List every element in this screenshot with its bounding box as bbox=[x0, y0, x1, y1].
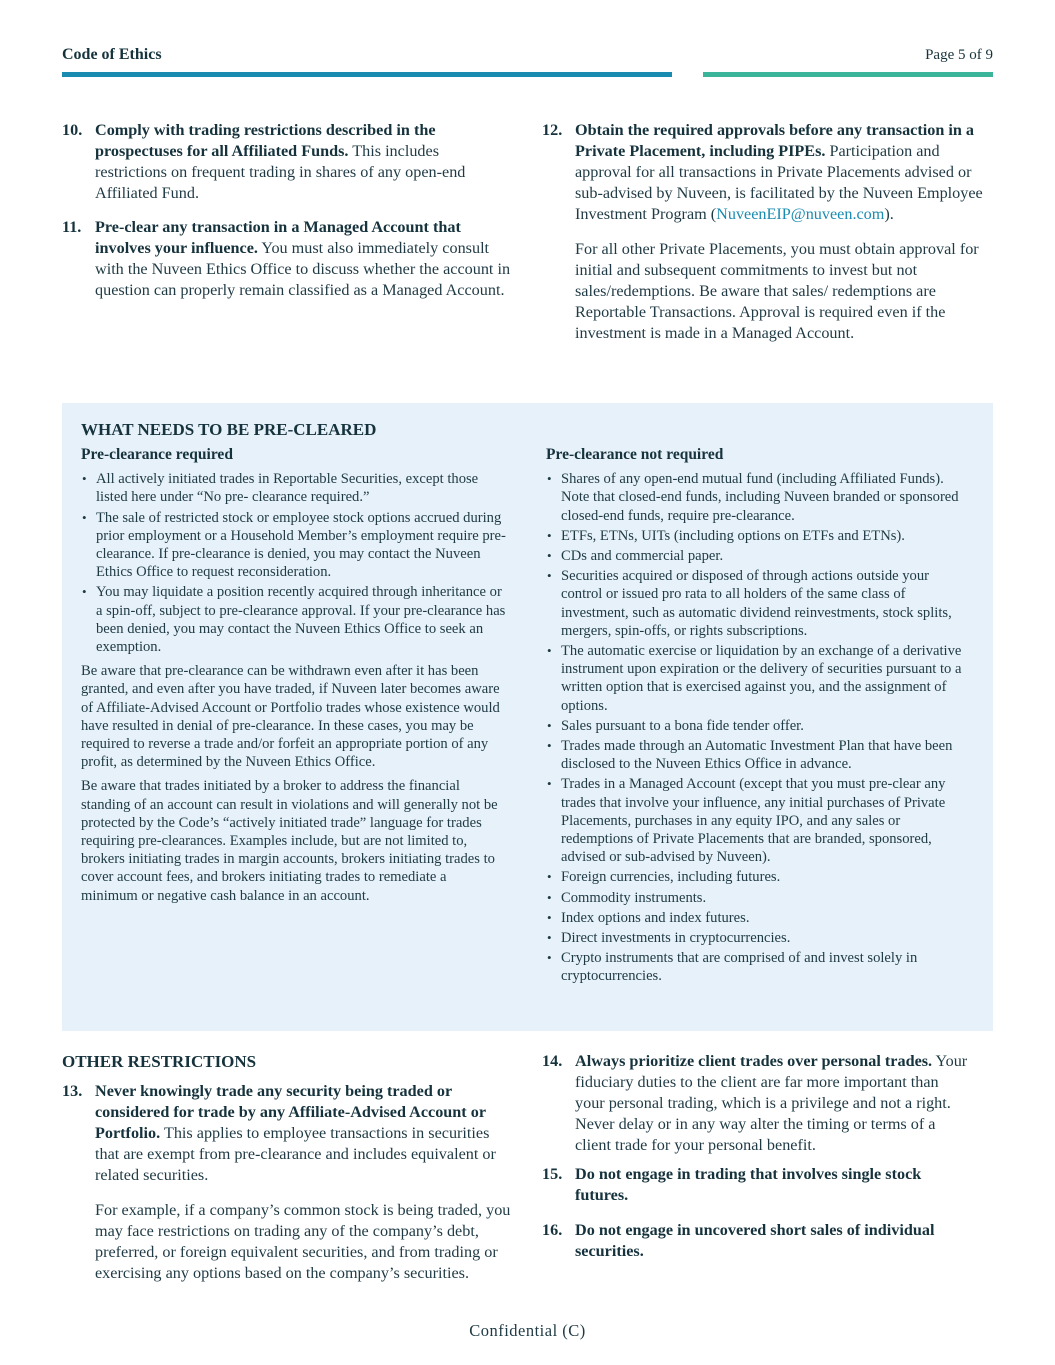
header-rule-green bbox=[703, 72, 993, 77]
list-item: • Sales pursuant to a bona fide tender offer. bbox=[546, 717, 970, 735]
list-item: • Trades made through an Automatic Investment Plan that have been disclosed to the Nuveen Ethics Office in advance. bbox=[546, 737, 970, 773]
item-body: Your fiduciary duties to the client are far more important than your personal trading, which is a privilege and not a right. Never delay or in any way alter the timing or terms of a client trade for your personal benefit. bbox=[575, 1052, 968, 1154]
item-body: This applies to employee transactions in securities that are exempt from pre-clearance and includes equivalent or related securities. bbox=[95, 1124, 496, 1184]
list-item: • You may liquidate a position recently acquired through inheritance or a spin-off, subject to pre-clearance approval. If your pre-clearance has been denied, you may contact the Nuveen Ethics Office to seek an exemption. bbox=[81, 583, 506, 656]
not-required-list bbox=[546, 470, 970, 985]
list-item: • Crypto instruments that are comprised of and invest solely in cryptocurrencies. bbox=[546, 949, 970, 985]
rule-item-11 bbox=[62, 217, 512, 301]
item-lead: Do not engage in trading that involves single stock futures. bbox=[575, 1165, 922, 1204]
item-number: 14. bbox=[542, 1052, 563, 1070]
list-item: • Foreign currencies, including futures. bbox=[546, 868, 970, 886]
pre-clearance-required-column bbox=[81, 446, 506, 905]
bottom-left-column bbox=[62, 1081, 514, 1284]
section-title-other-restrictions: OTHER RESTRICTIONS bbox=[62, 1052, 257, 1071]
item-lead: Never knowingly trade any security being traded or considered for trade by any Affiliate-Advised Account or Portfolio. bbox=[95, 1082, 486, 1142]
header-rule-blue bbox=[62, 72, 672, 77]
item-lead: Obtain the required approvals before any transaction in a Private Placement, including PIPEs. bbox=[575, 121, 975, 160]
rule-item-10 bbox=[62, 120, 512, 204]
required-note-2: Be aware that trades initiated by a broker to address the financial standing of an account can result in violations and will generally not be protected by the Code’s “actively initiated trade” language for trades requiring pre-clearances. Examples include, but are not limited to, brokers initiating trades in margin accounts, brokers initiating trades to cover account fees, and brokers initiating trades to remediate a minimum or negative cash balance in an account. bbox=[81, 778, 498, 904]
rule-item-14 bbox=[542, 1051, 972, 1156]
document-title: Code of Ethics bbox=[62, 46, 162, 63]
list-item: • Securities acquired or disposed of through actions outside your control or issued pro rata to all holders of the same class of investment, such as automatic dividend reinvestments, stock splits, mergers, spin-offs, or rights subscriptions. bbox=[546, 567, 970, 640]
rule-item-16 bbox=[542, 1220, 972, 1262]
item-number: 13. bbox=[62, 1082, 83, 1100]
required-note-1: Be aware that pre-clearance can be withdrawn even after it has been granted, and even after you have traded, if Nuveen later becomes aware of Affiliate-Advised Account or Portfolio trades whose existence would have resulted in denial of pre-clearance. In these cases, you may be required to reverse a trade and/or forfeit an appropriate portion of any profit, as determined by the Nuveen Ethics Office. bbox=[81, 663, 500, 771]
item-lead: Always prioritize client trades over personal trades. bbox=[575, 1052, 933, 1070]
item-paragraph: For all other Private Placements, you must obtain approval for initial and subsequent commitments to invest but not sales/redemptions. Be aware that sales/ redemptions are Reportable Transactions. Approval is required even if the investment is made in a Managed Account. bbox=[575, 240, 979, 342]
list-item: • Commodity instruments. bbox=[546, 889, 970, 907]
item-lead: Comply with trading restrictions described in the prospectuses for all Affiliated Funds. bbox=[95, 121, 436, 160]
rule-item-15 bbox=[542, 1164, 972, 1206]
item-body: Participation and approval for all transactions in Private Placements advised or sub-advised by Nuveen, is facilitated by the Nuveen Employee Investment Program ( bbox=[575, 142, 983, 223]
list-item: • CDs and commercial paper. bbox=[546, 547, 970, 565]
item-lead: Pre-clear any transaction in a Managed Account that involves your influence. bbox=[95, 218, 461, 257]
item-number: 11. bbox=[62, 218, 82, 236]
email-link[interactable]: NuveenEIP@nuveen.com bbox=[716, 205, 885, 223]
top-left-column bbox=[62, 120, 512, 301]
pre-clearance-box bbox=[62, 403, 993, 1031]
list-item: • Index options and index futures. bbox=[546, 909, 970, 927]
list-item: • Shares of any open-end mutual fund (including Affiliated Funds). Note that closed-end funds, including Nuveen branded or sponsored closed-end funds, require pre-clearance. bbox=[546, 470, 970, 525]
list-item: • The automatic exercise or liquidation by an exchange of a derivative instrument upon expiration or the delivery of securities pursuant to a written option that is exercised against you, and the assignment of options. bbox=[546, 642, 970, 715]
bottom-right-column bbox=[542, 1051, 972, 1262]
confidentiality-footer: Confidential (C) bbox=[469, 1321, 586, 1340]
required-heading: Pre-clearance required bbox=[81, 446, 233, 463]
required-list bbox=[81, 470, 506, 656]
list-item: • Trades in a Managed Account (except that you must pre-clear any trades that involve your influence, any initial purchases of Private Placements, purchases in any equity IPO, and any sales or redemptions of Private Placements that are branded, sponsored, advised or sub-advised by Nuveen). bbox=[546, 775, 970, 866]
rule-item-13 bbox=[62, 1081, 514, 1284]
pre-clearance-not-required-column bbox=[546, 446, 970, 988]
top-right-column bbox=[542, 120, 994, 344]
item-number: 16. bbox=[542, 1221, 563, 1239]
item-number: 12. bbox=[542, 121, 563, 139]
item-body: You must also immediately consult with the Nuveen Ethics Office to discuss whether the account in question can properly remain classified as a Managed Account. bbox=[95, 239, 511, 299]
item-number: 15. bbox=[542, 1165, 563, 1183]
page-number: Page 5 of 9 bbox=[925, 47, 993, 63]
item-body: This includes restrictions on frequent trading in shares of any open-end Affiliated Fund. bbox=[95, 142, 466, 202]
item-lead: Do not engage in uncovered short sales of individual securities. bbox=[575, 1221, 935, 1260]
item-paragraph: For example, if a company’s common stock is being traded, you may face restrictions on trading any of the company’s debt, preferred, or foreign equivalent securities, and from trading or exercising any options based on the company’s securities. bbox=[95, 1201, 511, 1282]
list-item: • The sale of restricted stock or employee stock options accrued during prior employment or a Household Member’s employment require pre-clearance. If pre-clearance is denied, you may contact the Nuveen Ethics Office to request reconsideration. bbox=[81, 509, 506, 582]
item-body-end: ). bbox=[884, 205, 894, 223]
list-item: • ETFs, ETNs, UITs (including options on ETFs and ETNs). bbox=[546, 527, 970, 545]
list-item: • All actively initiated trades in Reportable Securities, except those listed here under “No pre- clearance required.” bbox=[81, 470, 506, 506]
list-item: • Direct investments in cryptocurrencies. bbox=[546, 929, 970, 947]
item-number: 10. bbox=[62, 121, 83, 139]
rule-item-12 bbox=[542, 120, 994, 344]
box-title: WHAT NEEDS TO BE PRE-CLEARED bbox=[81, 420, 377, 439]
not-required-heading: Pre-clearance not required bbox=[546, 446, 724, 463]
